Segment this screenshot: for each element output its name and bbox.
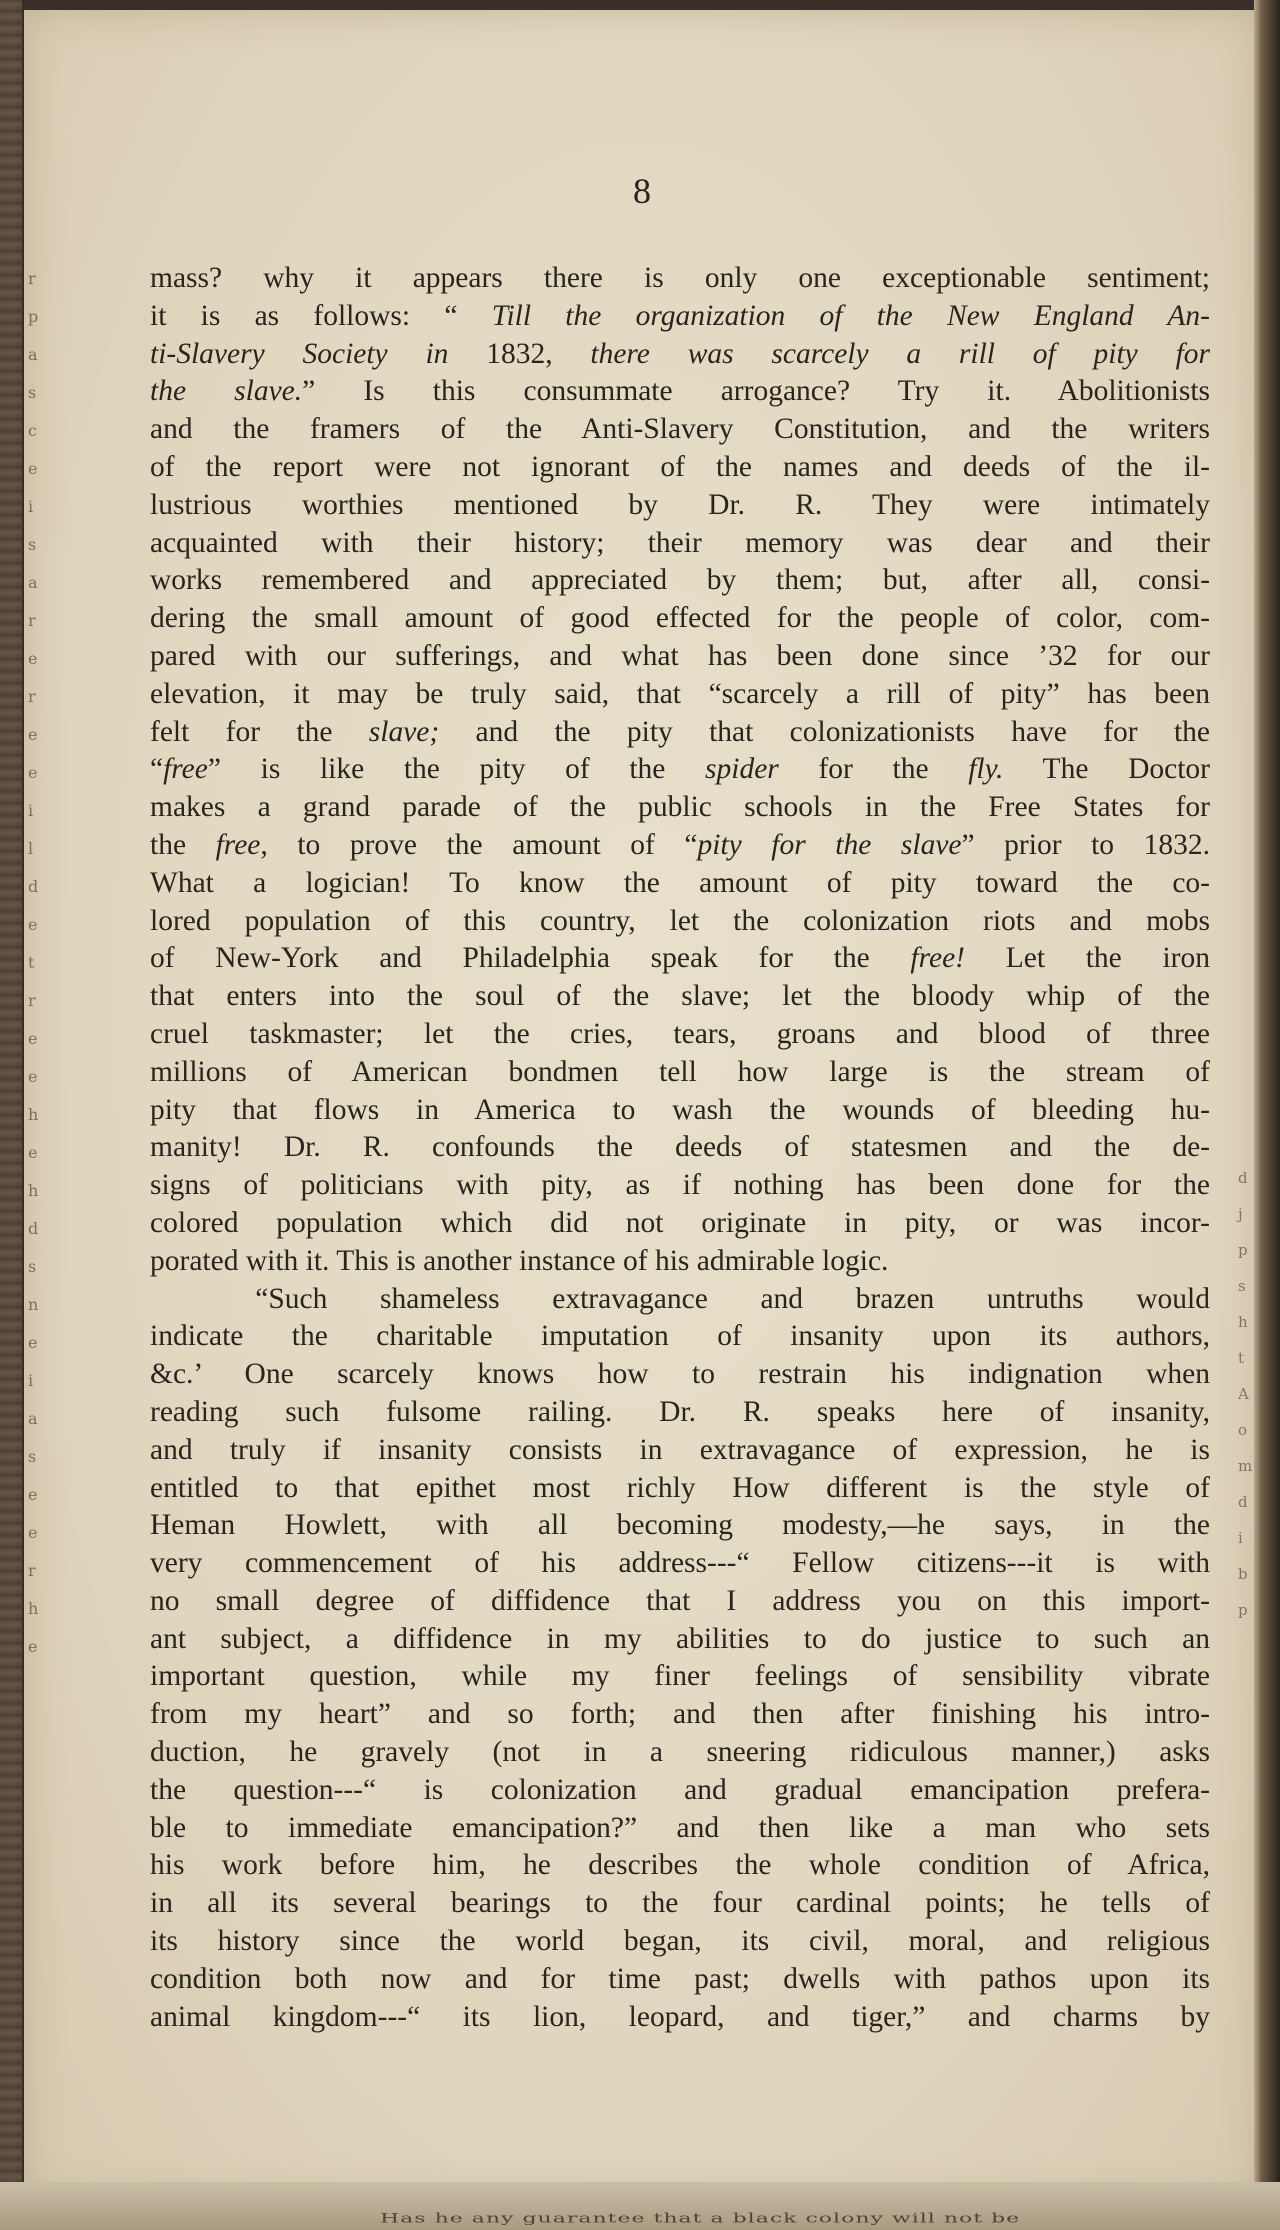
text-run: &c.’ One scarcely knows how to restrain his indignation when bbox=[150, 1358, 1210, 1391]
text-line bbox=[150, 1394, 1210, 1432]
text-line bbox=[150, 676, 1210, 714]
text-line bbox=[150, 1016, 1210, 1054]
text-run: indicate the charitable imputation of insanity upon its authors, bbox=[150, 1320, 1210, 1353]
text-run: entitled to that epithet most richly How different is the style of bbox=[150, 1471, 1210, 1504]
text-run: pared with our sufferings, and what has been done since ’32 for our bbox=[150, 639, 1210, 672]
text-line bbox=[150, 1432, 1210, 1470]
text-line bbox=[150, 1507, 1210, 1545]
italic-text: there was scarcely a rill of pity for bbox=[590, 337, 1211, 370]
text-line bbox=[150, 1923, 1210, 1961]
text-run: porated with it. This is another instance of his admirable logic. bbox=[150, 1244, 889, 1277]
text-line bbox=[150, 638, 1210, 676]
text-run: from my heart” and so forth; and then after finishing his intro- bbox=[150, 1698, 1210, 1731]
text-line bbox=[150, 1734, 1210, 1772]
text-line bbox=[150, 1281, 1210, 1319]
text-run: ” prior to 1832. bbox=[961, 828, 1210, 861]
text-line bbox=[150, 751, 1210, 789]
body-text bbox=[150, 260, 1210, 2036]
text-line bbox=[150, 1167, 1210, 1205]
italic-text: slave; bbox=[368, 715, 440, 748]
text-run: The Doctor bbox=[1003, 753, 1211, 786]
text-line bbox=[150, 865, 1210, 903]
text-run: its history since the world began, its civil, moral, and religious bbox=[150, 1925, 1210, 1958]
text-run: to prove the amount of “ bbox=[267, 828, 698, 861]
text-run: pity that flows in America to wash the wounds of bleeding hu- bbox=[150, 1093, 1210, 1126]
text-line bbox=[150, 449, 1210, 487]
text-line bbox=[150, 336, 1210, 374]
text-run: Heman Howlett, with all becoming modesty,—he says, in the bbox=[150, 1509, 1210, 1542]
text-line bbox=[150, 1129, 1210, 1167]
text-line bbox=[150, 298, 1210, 336]
italic-text: pity for the slave bbox=[697, 828, 962, 861]
text-line bbox=[150, 978, 1210, 1016]
text-run: cruel taskmaster; let the cries, tears, groans and blood of three bbox=[150, 1017, 1210, 1050]
bottom-bleed-text: Has he any guarantee that a black colony will not be bbox=[380, 2211, 1021, 2226]
text-line bbox=[150, 1205, 1210, 1243]
text-run: his work before him, he describes the whole condition of Africa, bbox=[150, 1849, 1210, 1882]
text-line bbox=[150, 1810, 1210, 1848]
text-line bbox=[150, 903, 1210, 941]
text-run: works remembered and appreciated by them; but, after all, consi- bbox=[150, 564, 1210, 597]
text-run: What a logician! To know the amount of pity toward the co- bbox=[150, 866, 1210, 899]
italic-text: free, bbox=[215, 828, 268, 861]
text-run: elevation, it may be truly said, that “scarcely a rill of pity” has been bbox=[150, 677, 1210, 710]
italic-text: fly. bbox=[968, 753, 1004, 786]
text-line bbox=[150, 789, 1210, 827]
text-run: ” is like the pity of the bbox=[207, 753, 706, 786]
text-line bbox=[150, 714, 1210, 752]
text-run: duction, he gravely (not in a sneering ridiculous manner,) asks bbox=[150, 1736, 1210, 1769]
text-run: dering the small amount of good effected for the people of color, com- bbox=[150, 602, 1210, 635]
text-run: ” Is this consummate arrogance? Try it. Abolitionists bbox=[302, 375, 1210, 408]
right-page-edge bbox=[1254, 0, 1280, 2230]
page-number: 8 bbox=[633, 171, 651, 211]
italic-text: the slave. bbox=[150, 375, 303, 408]
text-run: the bbox=[150, 828, 216, 861]
next-page-bottom-strip bbox=[0, 2182, 1280, 2230]
text-run: acquainted with their history; their memory was dear and their bbox=[150, 526, 1210, 559]
text-line bbox=[150, 1092, 1210, 1130]
text-run: Let the iron bbox=[965, 942, 1210, 975]
text-run: “Such shameless extravagance and brazen untruths would bbox=[150, 1282, 1210, 1315]
text-run: it is as follows: “ bbox=[150, 299, 492, 332]
text-line bbox=[150, 1696, 1210, 1734]
text-line bbox=[150, 1885, 1210, 1923]
text-line bbox=[150, 1243, 1210, 1281]
text-run: of New-York and Philadelphia speak for the bbox=[150, 942, 911, 975]
text-run: animal kingdom---“ its lion, leopard, and tiger,” and charms by bbox=[150, 2000, 1210, 2033]
text-line bbox=[150, 1847, 1210, 1885]
italic-text: ti-Slavery Society in bbox=[150, 337, 487, 370]
text-line bbox=[150, 411, 1210, 449]
text-run: reading such fulsome railing. Dr. R. speaks here of insanity, bbox=[150, 1395, 1210, 1428]
text-line bbox=[150, 260, 1210, 298]
text-run: signs of politicians with pity, as if nothing has been done for the bbox=[150, 1169, 1210, 1202]
text-run: condition both now and for time past; dwells with pathos upon its bbox=[150, 1962, 1210, 1995]
text-run: colored population which did not originate in pity, or was incor- bbox=[150, 1206, 1210, 1239]
text-line bbox=[150, 1658, 1210, 1696]
text-run: lustrious worthies mentioned by Dr. R. They were intimately bbox=[150, 488, 1210, 521]
text-run: 1832, bbox=[486, 337, 591, 370]
text-line bbox=[150, 827, 1210, 865]
text-run: millions of American bondmen tell how large is the stream of bbox=[150, 1055, 1210, 1088]
text-run: no small degree of diffidence that I address you on this import- bbox=[150, 1584, 1210, 1617]
text-run: mass? why it appears there is only one exceptionable sentiment; bbox=[150, 262, 1210, 294]
italic-text: spider bbox=[705, 753, 779, 786]
text-run: felt for the bbox=[150, 715, 369, 748]
text-run: important question, while my finer feelings of sensibility vibrate bbox=[150, 1660, 1210, 1693]
text-run: for the bbox=[778, 753, 969, 786]
text-line bbox=[150, 1545, 1210, 1583]
text-line bbox=[150, 1621, 1210, 1659]
text-run: ble to immediate emancipation?” and then like a man who sets bbox=[150, 1811, 1210, 1844]
text-run: and truly if insanity consists in extravagance of expression, he is bbox=[150, 1433, 1210, 1466]
page-sheet bbox=[24, 10, 1260, 2200]
text-line bbox=[150, 940, 1210, 978]
text-run: very commencement of his address---“ Fellow citizens---it is with bbox=[150, 1547, 1210, 1580]
text-run: manity! Dr. R. confounds the deeds of statesmen and the de- bbox=[150, 1131, 1210, 1164]
text-run: ant subject, a diffidence in my abilities to do justice to such an bbox=[150, 1622, 1210, 1655]
text-line bbox=[150, 562, 1210, 600]
text-run: the question---“ is colonization and gradual emancipation prefera- bbox=[150, 1773, 1210, 1806]
text-run: “ bbox=[150, 753, 164, 786]
italic-text: free! bbox=[910, 942, 965, 975]
text-line bbox=[150, 1999, 1210, 2037]
text-line bbox=[150, 1318, 1210, 1356]
text-line bbox=[150, 1772, 1210, 1810]
italic-text: Till the organization of the New England An- bbox=[491, 299, 1210, 332]
text-line bbox=[150, 1583, 1210, 1621]
left-bleed-through-chars: r p a s c e i s a r e r e e i l d e t r e e h e h d s n e i a s e e r h e bbox=[28, 269, 39, 1656]
text-run: in all its several bearings to the four cardinal points; he tells of bbox=[150, 1887, 1210, 1920]
text-run: and the framers of the Anti-Slavery Constitution, and the writers bbox=[150, 413, 1210, 446]
text-run: that enters into the soul of the slave; let the bloody whip of the bbox=[150, 980, 1210, 1013]
text-line bbox=[150, 1054, 1210, 1092]
text-line bbox=[150, 1470, 1210, 1508]
text-line bbox=[150, 373, 1210, 411]
text-line bbox=[150, 525, 1210, 563]
text-line bbox=[150, 600, 1210, 638]
text-run: makes a grand parade of the public schools in the Free States for bbox=[150, 791, 1210, 824]
text-line bbox=[150, 487, 1210, 525]
text-run: lored population of this country, let the colonization riots and mobs bbox=[150, 904, 1210, 937]
text-line bbox=[150, 1356, 1210, 1394]
text-run: and the pity that colonizationists have for the bbox=[439, 715, 1210, 748]
left-binding-edge bbox=[0, 0, 22, 2230]
right-bleed-through-chars: d j p s h t A o m d i b p bbox=[1238, 1169, 1253, 1619]
text-run: of the report were not ignorant of the names and deeds of the il- bbox=[150, 450, 1210, 483]
text-line bbox=[150, 1961, 1210, 1999]
italic-text: free bbox=[163, 753, 208, 786]
